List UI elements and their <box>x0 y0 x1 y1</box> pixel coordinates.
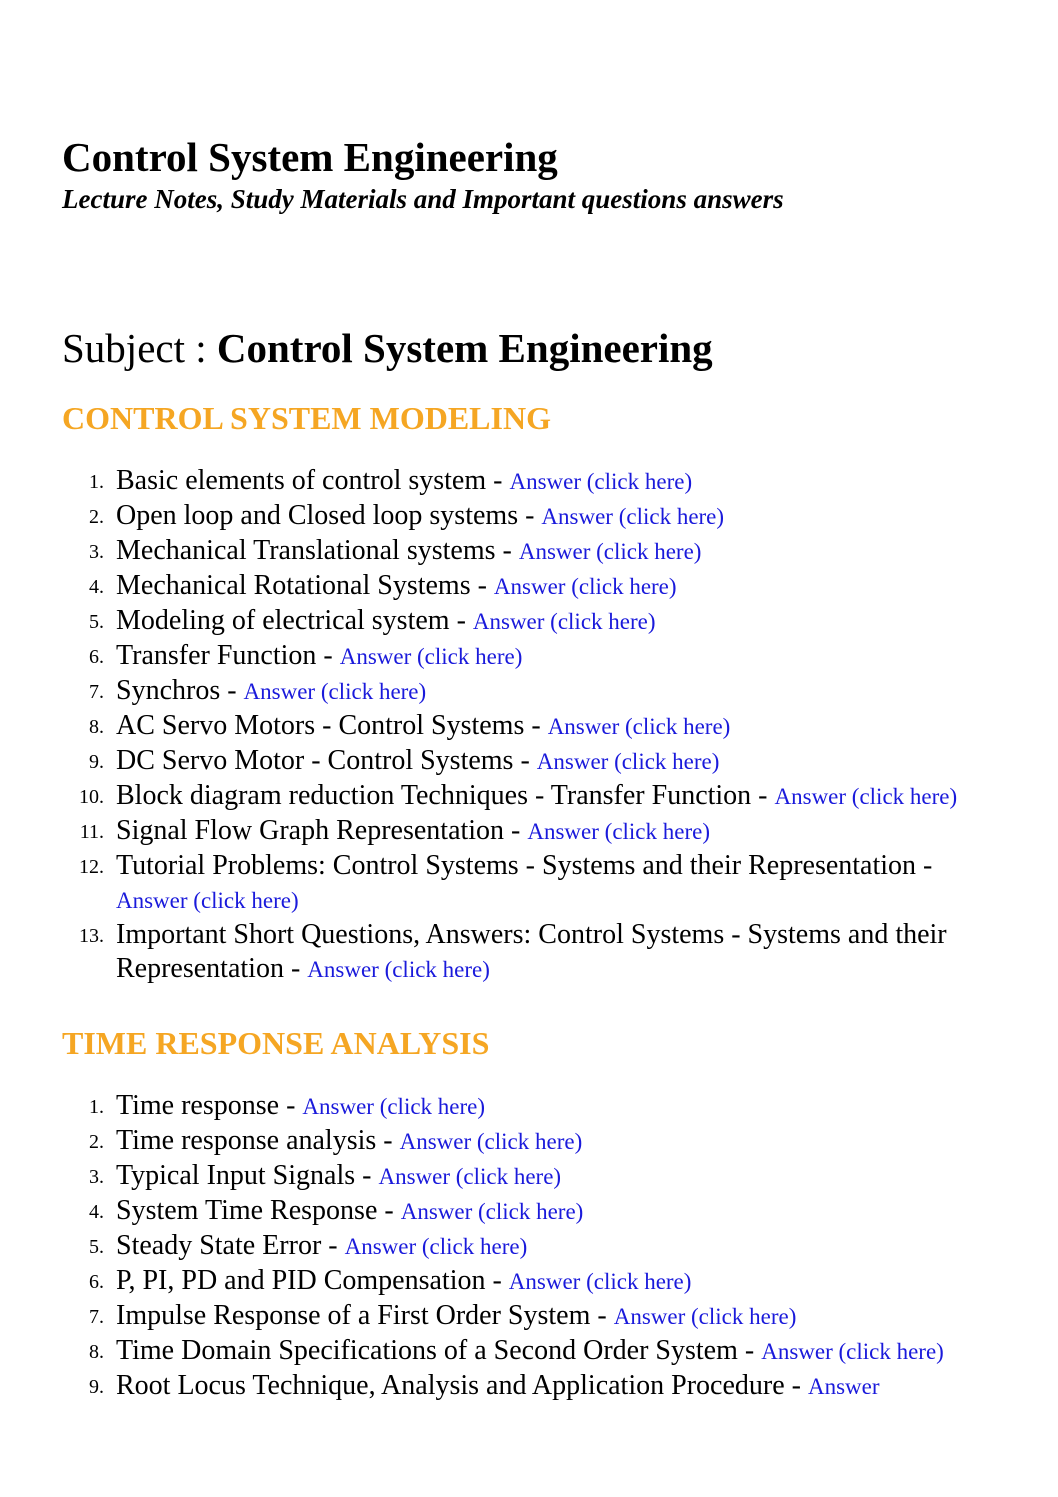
list-item-number: 10. <box>79 786 104 808</box>
list-item-number: 12. <box>79 856 104 878</box>
list-item-text: Time response - <box>116 1090 303 1121</box>
list-item <box>62 569 997 604</box>
list-item-number: 6. <box>89 1271 104 1293</box>
list-item-text: AC Servo Motors - Control Systems - <box>116 710 548 741</box>
page-title: Control System Engineering <box>62 134 558 180</box>
list-item-text: System Time Response - <box>116 1195 401 1226</box>
list-item <box>62 1334 997 1369</box>
list-item-text: Transfer Function - <box>116 640 340 671</box>
list-item-number: 5. <box>89 611 104 633</box>
list-item <box>62 1124 997 1159</box>
list-item-number: 3. <box>89 541 104 563</box>
answer-link[interactable]: Answer (click here) <box>774 784 958 809</box>
subject-heading <box>62 324 713 372</box>
answer-link[interactable]: Answer (click here) <box>547 714 731 739</box>
list-item-text: Block diagram reduction Techniques - Transfer Function - <box>116 780 775 811</box>
list-item <box>62 1089 997 1124</box>
list-item-number: 1. <box>89 471 104 493</box>
list-item-text: Root Locus Technique, Analysis and Application Procedure - <box>116 1370 808 1401</box>
list-item <box>62 779 997 814</box>
list-item-number: 1. <box>89 1096 104 1118</box>
answer-link[interactable]: Answer (click here) <box>613 1304 797 1329</box>
list-item-number: 9. <box>89 751 104 773</box>
list-item-number: 8. <box>89 716 104 738</box>
list-item-text: Open loop and Closed loop systems - <box>116 500 542 531</box>
subject-name: Control System Engineering <box>216 325 713 371</box>
list-item-number: 2. <box>89 506 104 528</box>
list-item-number: 11. <box>79 821 104 843</box>
answer-link[interactable]: Answer (click here) <box>378 1164 562 1189</box>
topic-list-time-response <box>62 1089 997 1404</box>
list-item-text: Steady State Error - <box>116 1230 345 1261</box>
list-item-text: Signal Flow Graph Representation - <box>116 815 528 846</box>
list-item-number: 9. <box>89 1376 104 1398</box>
answer-link[interactable]: Answer (click here) <box>344 1234 528 1259</box>
list-item-text: Modeling of electrical system - <box>116 605 473 636</box>
list-item <box>62 814 997 849</box>
answer-link[interactable]: Answer (click here) <box>302 1094 486 1119</box>
list-item <box>62 1194 997 1229</box>
answer-link[interactable]: Answer (click here) <box>493 574 677 599</box>
answer-link[interactable]: Answer (click here) <box>307 957 490 982</box>
list-item <box>62 1369 997 1404</box>
list-item <box>62 1229 997 1264</box>
list-item <box>62 534 997 569</box>
answer-link[interactable]: Answer (click here) <box>339 644 523 669</box>
list-item-text: Mechanical Rotational Systems - <box>116 570 494 601</box>
list-item-text: P, PI, PD and PID Compensation - <box>116 1265 509 1296</box>
list-item <box>62 674 997 709</box>
list-item-number: 3. <box>89 1166 104 1188</box>
list-item-text: Tutorial Problems: Control Systems - Systems and their Representation - <box>116 850 933 881</box>
list-item-number: 2. <box>89 1131 104 1153</box>
list-item-text: Synchros - <box>116 675 244 706</box>
list-item <box>62 1299 997 1334</box>
list-item-number: 4. <box>89 576 104 598</box>
section-heading-time-response: TIME RESPONSE ANALYSIS <box>62 1025 490 1061</box>
list-item-text: Mechanical Translational systems - <box>116 535 519 566</box>
answer-link[interactable]: Answer (click here) <box>399 1129 583 1154</box>
list-item <box>62 604 997 639</box>
list-item <box>62 499 997 534</box>
list-item-text: DC Servo Motor - Control Systems - <box>116 745 537 776</box>
topic-list-modeling <box>62 464 997 987</box>
list-item-number: 5. <box>89 1236 104 1258</box>
list-item <box>62 1159 997 1194</box>
answer-link[interactable]: Answer (click here) <box>541 504 725 529</box>
list-item-text: Basic elements of control system - <box>116 465 510 496</box>
section-heading-modeling: CONTROL SYSTEM MODELING <box>62 400 551 436</box>
list-item-number: 6. <box>89 646 104 668</box>
list-item-number: 7. <box>89 1306 104 1328</box>
answer-link[interactable]: Answer (click here) <box>761 1339 944 1364</box>
list-item <box>62 1264 997 1299</box>
list-item <box>62 709 997 744</box>
list-item-text: Time response analysis - <box>116 1125 400 1156</box>
list-item-text: Important Short Questions, Answers: Control Systems - Systems and their Representation - <box>116 919 947 984</box>
list-item <box>62 639 997 674</box>
answer-link[interactable]: Answer (click here) <box>527 819 711 844</box>
answer-link[interactable]: Answer <box>807 1374 880 1399</box>
list-item-text: Impulse Response of a First Order System - <box>116 1300 614 1331</box>
answer-link[interactable]: Answer (click here) <box>536 749 720 774</box>
answer-link[interactable]: Answer (click here) <box>400 1199 584 1224</box>
subject-prefix: Subject : <box>62 325 217 371</box>
list-item <box>62 849 997 918</box>
answer-link[interactable]: Answer (click here) <box>508 1269 692 1294</box>
answer-link[interactable]: Answer (click here) <box>472 609 656 634</box>
answer-link[interactable]: Answer (click here) <box>518 539 702 564</box>
answer-link[interactable]: Answer (click here) <box>243 679 427 704</box>
list-item <box>62 464 997 499</box>
list-item-number: 7. <box>89 681 104 703</box>
list-item-text: Time Domain Specifications of a Second Order System - <box>116 1335 762 1366</box>
answer-link[interactable]: Answer (click here) <box>509 469 693 494</box>
list-item <box>62 744 997 779</box>
list-item-number: 8. <box>89 1341 104 1363</box>
page-tagline: Lecture Notes, Study Materials and Important questions answers <box>62 184 784 214</box>
list-item-number: 4. <box>89 1201 104 1223</box>
list-item-text: Typical Input Signals - <box>116 1160 379 1191</box>
list-item-number: 13. <box>79 925 104 947</box>
answer-link[interactable]: Answer (click here) <box>116 888 299 913</box>
list-item <box>62 918 997 987</box>
